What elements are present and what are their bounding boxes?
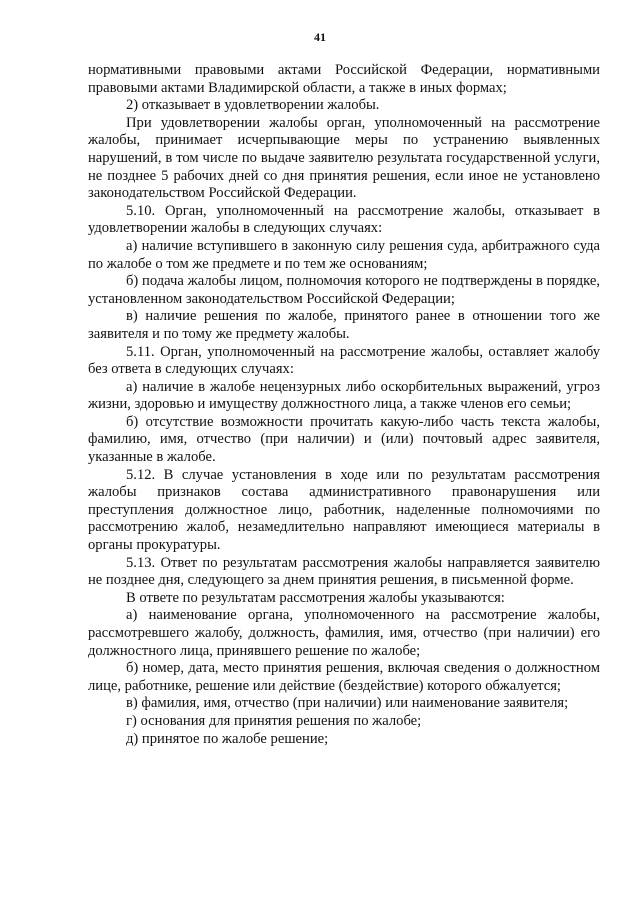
answer-item-a: а) наименование органа, уполномоченного на рассмотрение жалобы, рассмотревшего жалобу, должность, фамилия, имя, отчество (при наличии) его должностного лица, принявшего решение по жалобе; [88, 607, 600, 659]
clause-5-13: 5.13. Ответ по результатам рассмотрения жалобы направляется заявителю не позднее дня, следующего за днем принятия решения, в письменной форме. [88, 554, 600, 589]
answer-item-e: д) принятое по жалобе решение; [126, 730, 329, 747]
clause-5-10: 5.10. Орган, уполномоченный на рассмотрение жалобы, отказывает в удовлетворении жалобы в следующих случаях: [88, 202, 600, 237]
clause-5-10-c: в) наличие решения по жалобе, принятого ранее в отношении того же заявителя и по тому же предмету жалобы. [88, 308, 600, 342]
paragraph-satisfaction: При удовлетворении жалобы орган, уполномоченный на рассмотрение жалобы, принимает исчерпывающие меры по устранению выявленных нарушений, в том числе по выдаче заявителю результата государственной услуги, не позднее 5 рабочих дней со дня принятия решения, если иное не установлено законодательством Российской Федерации. [88, 114, 600, 202]
page-number: 41 [314, 30, 326, 44]
clause-5-11-a: а) наличие в жалобе нецензурных либо оскорбительных выражений, угроз жизни, здоровью и имуществу должностного лица, а также членов его семьи; [88, 378, 600, 413]
document-body [88, 62, 600, 748]
clause-5-10-a: а) наличие вступившего в законную силу решения суда, арбитражного суда по жалобе о том же предмете и по тем же основаниям; [88, 237, 600, 272]
answer-item-c: в) фамилия, имя, отчество (при наличии) или наименование заявителя; [126, 695, 569, 712]
answer-item-b: б) номер, дата, место принятия решения, включая сведения о должностном лице, работнике, решение или действие (бездействие) которого обжалуется; [88, 660, 600, 694]
clause-5-11: 5.11. Орган, уполномоченный на рассмотрение жалобы, оставляет жалобу без ответа в следующих случаях: [88, 343, 600, 378]
paragraph-refuse-item: 2) отказывает в удовлетворении жалобы. [126, 97, 380, 114]
answer-contents-intro: В ответе по результатам рассмотрения жалобы указываются: [126, 589, 505, 606]
paragraph-continuation: нормативными правовыми актами Российской Федерации, нормативными правовыми актами Владимирской области, а также в иных формах; [88, 62, 600, 96]
clause-5-11-b: б) отсутствие возможности прочитать какую-либо часть текста жалобы, фамилию, имя, отчество (при наличии) и (или) почтовый адрес заявителя, указанные в жалобе. [88, 413, 600, 466]
answer-item-d: г) основания для принятия решения по жалобе; [126, 712, 422, 729]
clause-5-12: 5.12. В случае установления в ходе или по результатам рассмотрения жалобы признаков состава административного правонарушения или преступления должностное лицо, работник, наделенные полномочиями по рассмотрению жалоб, незамедлительно направляют имеющиеся материалы в органы прокуратуры. [88, 466, 600, 554]
clause-5-10-b: б) подача жалобы лицом, полномочия которого не подтверждены в порядке, установленном законодательством Российской Федерации; [88, 273, 600, 307]
